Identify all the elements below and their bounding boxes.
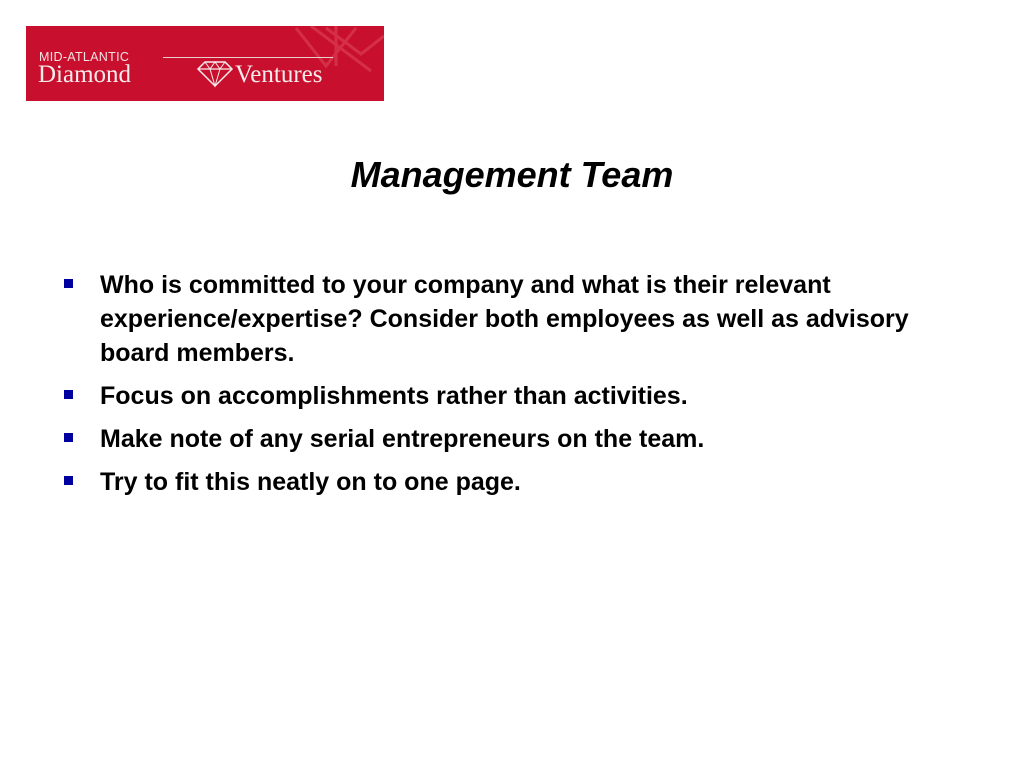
slide-title: Management Team [350, 154, 674, 195]
logo-word-diamond: Diamond [38, 61, 132, 88]
bullet-text: Try to fit this neatly on to one page. [100, 468, 521, 496]
square-bullet-icon [64, 279, 73, 288]
bullet-list [62, 268, 962, 508]
diamond-icon [194, 60, 236, 88]
company-logo [26, 26, 384, 101]
bullet-text: Who is committed to your company and what is their relevant experience/expertise? Consider both employees as well as advisory board members. [100, 271, 909, 367]
logo-word-ventures: Ventures [235, 61, 323, 88]
bullet-item [62, 379, 962, 413]
bullet-item [62, 465, 962, 499]
square-bullet-icon [64, 390, 73, 399]
bullet-text: Make note of any serial entrepreneurs on the team. [100, 425, 705, 453]
bullet-item [62, 268, 962, 370]
bullet-item [62, 422, 962, 456]
logo-top-text: MID-ATLANTIC [39, 50, 130, 64]
bullet-text: Focus on accomplishments rather than activities. [100, 382, 688, 410]
square-bullet-icon [64, 476, 73, 485]
square-bullet-icon [64, 433, 73, 442]
logo-divider-line [163, 57, 333, 58]
